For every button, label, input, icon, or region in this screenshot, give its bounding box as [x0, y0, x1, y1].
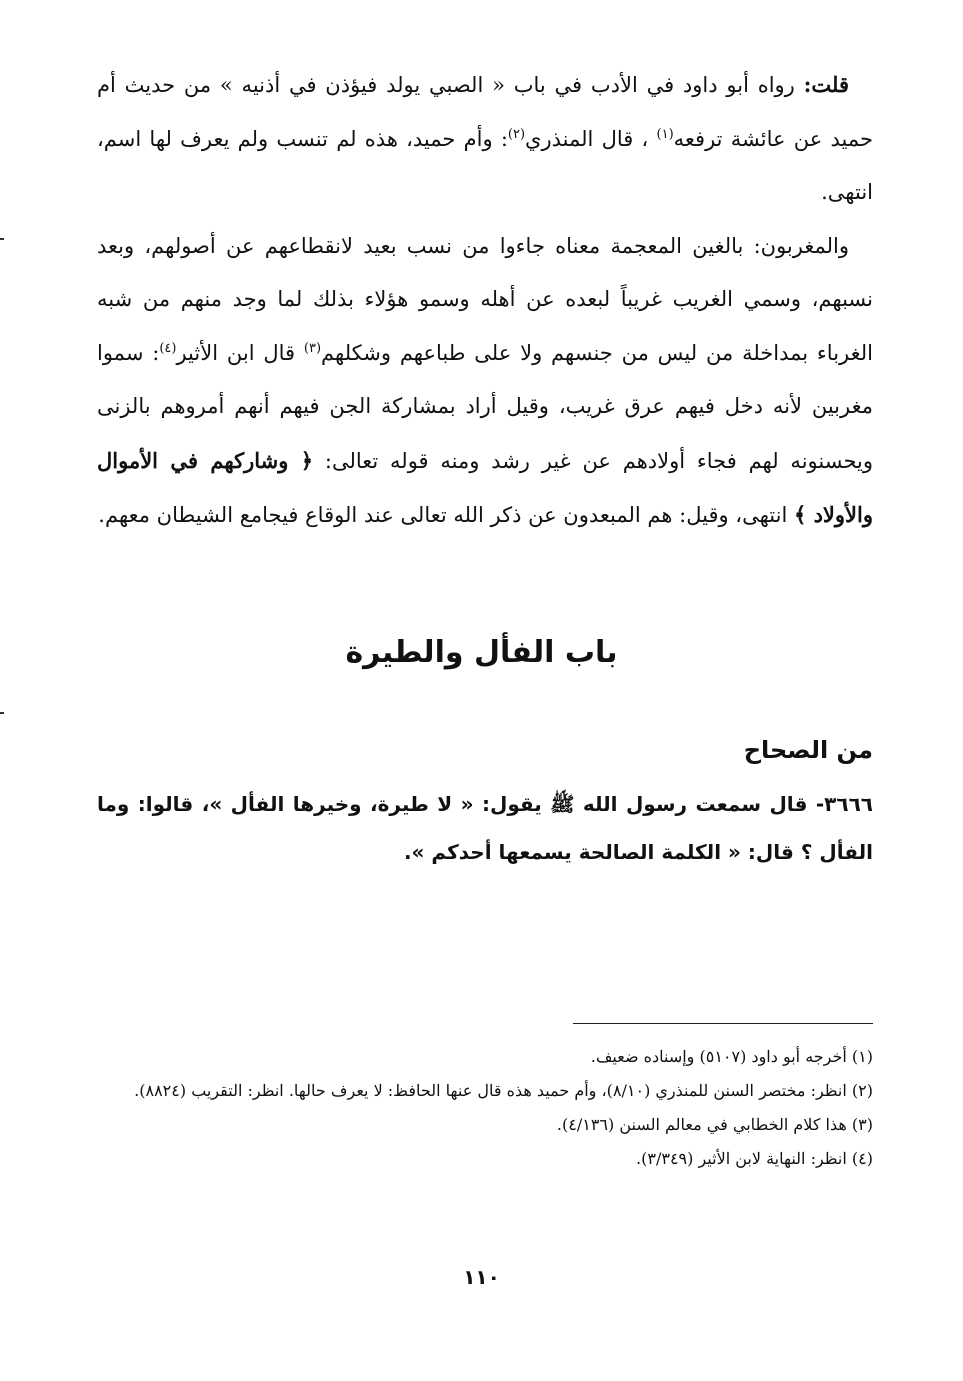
commentary-text [97, 58, 873, 543]
hadith-text: ٣٦٦٦- قال سمعت رسول الله ﷺ يقول: « لا طيرة، وخيرها الفأل »، قالوا: وما الفأل ؟ قال: « الكلمة الصالحة يسمعها أحدكم ». [97, 792, 873, 864]
text-run: والمغربون: بالغين المعجمة معناه جاءوا من نسب بعيد لانقطاعهم عن أصولهم، وبعد نسبهم، وسمي الغريب غريباً لبعده عن أهله وسمو هؤلاء بذلك لما وجد منهم من شبه الغرباء بمداخلة من ليس من جنسهم ولا على طباعهم وشكلهم [97, 233, 873, 365]
footnote-ref-2[interactable]: (٢) [507, 126, 526, 142]
footnote-2: (٢) انظر: مختصر السنن للمنذري (٨/١٠)، وأم حميد هذه قال عنها الحافظ: لا يعرف حالها. انظر: التقريب (٨٨٢٤). [134, 1081, 873, 1100]
footnote-1: (١) أخرجه أبو داود (٥١٠٧) وإسناده ضعيف. [590, 1047, 873, 1066]
footnote-divider [573, 1023, 873, 1024]
footnotes [97, 1040, 873, 1176]
commentary-paragraph-2 [97, 220, 873, 543]
text-run: انتهى، وقيل: هم المبعدون عن ذكر الله تعالى عند الوقاع فيجامع الشيطان معهم. [98, 503, 794, 527]
footnote-ref-1[interactable]: (١) [656, 126, 674, 142]
scan-edge-mark [0, 238, 4, 240]
text-run: قال ابن الأثير [176, 340, 304, 365]
section-title: باب الفأل والطيرة [345, 635, 618, 670]
footnote-ref-3[interactable]: (٣) [303, 340, 322, 356]
scan-edge-mark [0, 712, 4, 714]
footnote-ref-4[interactable]: (٤) [159, 340, 177, 356]
footnote-3: (٣) هذا كلام الخطابي في معالم السنن (٤/١٣٦). [556, 1115, 873, 1134]
text-run: : سموا مغربين لأنه دخل فيهم عرق غريب، وقيل أراد بمشاركة الجن فيهم أنهم أمروهم بالزنى ويحسنونه لهم فجاء أولادهم عن غير رشد ومنه قوله تعالى: [97, 340, 873, 473]
quran-quote: ﴿ وشاركهم في الأموال والأولاد ﴾ [97, 447, 873, 527]
commentary-paragraph-1 [97, 58, 873, 220]
page-number: ١١٠ [463, 1265, 500, 1289]
text-run: رواه أبو داود في الأدب في باب « الصبي يولد فيؤذن في أذنيه » من حديث أم حميد عن عائشة ترفعه [97, 73, 873, 151]
qult-lead-word: قلت: [803, 72, 849, 97]
text-run: ، قال المنذري [525, 126, 657, 151]
footnote-4: (٤) انظر: النهاية لابن الأثير (٣/٣٤٩). [636, 1149, 873, 1168]
text-run: : وأم حميد، هذه لم تنسب ولم يعرف لها اسم، انتهى. [97, 126, 873, 204]
sub-heading: من الصحاح [743, 736, 873, 764]
